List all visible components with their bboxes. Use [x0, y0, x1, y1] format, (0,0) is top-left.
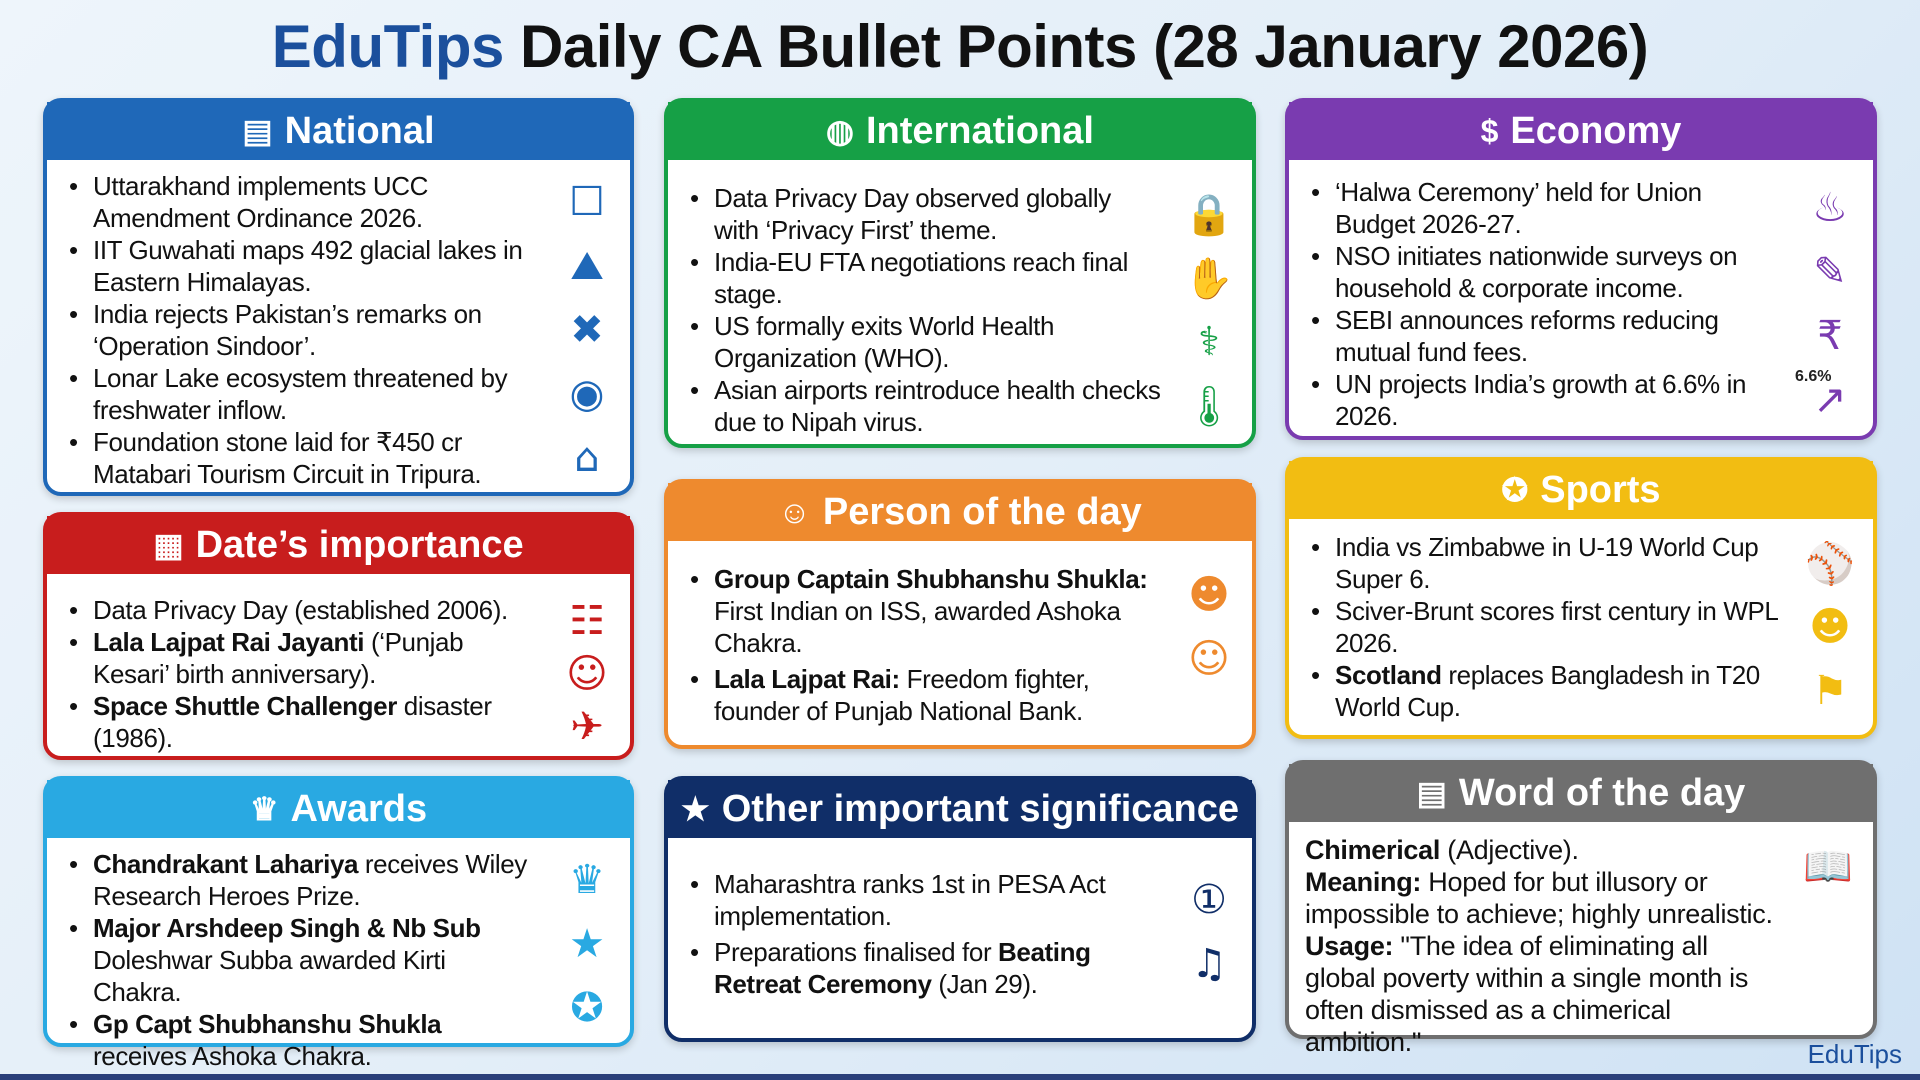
list-item	[688, 374, 1162, 438]
international-header	[668, 102, 1252, 160]
other-panel	[664, 776, 1256, 1042]
other-body	[668, 838, 1252, 1000]
cricketer-icon: ☻	[1809, 604, 1851, 650]
date-panel	[43, 512, 634, 760]
usage-label: Usage:	[1305, 931, 1394, 961]
list-item	[67, 234, 540, 298]
date-header	[47, 516, 630, 574]
item-text: Maharashtra ranks 1st in PESA Act implementation.	[714, 869, 1106, 931]
national-body	[47, 160, 630, 490]
person-body	[668, 541, 1252, 727]
survey-clipboard-icon: ✎	[1813, 249, 1847, 295]
list-item	[1309, 240, 1783, 304]
list-item	[67, 170, 540, 234]
list-item	[1309, 659, 1783, 723]
word-title: Word of the day	[1458, 771, 1746, 814]
item-text: Uttarakhand implements UCC Amendment Ordinance 2026.	[93, 171, 428, 233]
lock-globe-icon: 🔒	[1184, 191, 1234, 238]
date-body	[47, 574, 630, 754]
item-text: Preparations finalised for	[714, 937, 999, 967]
ballot-box-icon: ☐	[569, 179, 605, 225]
list-item	[67, 848, 540, 912]
meaning-label: Meaning:	[1305, 867, 1422, 897]
list-item	[688, 868, 1162, 932]
book-dream-icon: 📖	[1803, 843, 1853, 890]
national-icons	[556, 170, 618, 490]
handshake-icon: ✋	[1184, 255, 1234, 302]
economy-panel	[1285, 98, 1877, 440]
calendar-lock-icon: ☷	[569, 597, 605, 644]
sports-header	[1289, 461, 1873, 519]
list-item	[67, 594, 540, 626]
usage-line	[1305, 930, 1783, 1058]
word-pos: (Adjective).	[1440, 835, 1579, 865]
list-item	[67, 1008, 540, 1072]
item-bold: Gp Capt Shubhanshu Shukla	[93, 1009, 442, 1039]
flags-icon: ⚑	[1812, 668, 1848, 714]
person-header	[668, 483, 1252, 541]
portrait-icon: ☺	[1188, 636, 1230, 682]
economy-body	[1289, 160, 1873, 432]
national-header	[47, 102, 630, 160]
international-icons	[1178, 182, 1240, 438]
rupee-down-icon: ₹	[1817, 313, 1843, 359]
rejection-icon: ✖	[570, 307, 604, 353]
item-text: US formally exits World Health Organization (WHO).	[714, 311, 1055, 373]
item-bold: Major Arshdeep Singh & Nb Sub	[93, 913, 481, 943]
list-item	[67, 912, 540, 1008]
international-body	[668, 160, 1252, 438]
people-icon: ☺	[778, 493, 811, 530]
lake-icon: ◉	[569, 371, 605, 417]
item-text: NSO initiates nationwide surveys on household & corporate income.	[1335, 241, 1738, 303]
date-title: Date’s importance	[195, 523, 524, 566]
item-text: Foundation stone laid for ₹450 cr Matabari Tourism Circuit in Tripura.	[93, 427, 482, 489]
other-header	[668, 780, 1252, 838]
globe-icon: ◍	[826, 113, 854, 149]
item-bold: Space Shuttle Challenger	[93, 691, 397, 721]
trophy-icon: ♛	[249, 791, 279, 827]
awards-header	[47, 780, 630, 838]
word-term: Chimerical	[1305, 835, 1441, 865]
cricket-bat-icon: ⚾	[1805, 540, 1855, 587]
list-item	[67, 362, 540, 426]
item-text: Data Privacy Day (established 2006).	[93, 595, 508, 625]
item-text: Doleshwar Subba awarded Kirti Chakra.	[93, 945, 446, 1007]
portrait-icon: ☺	[566, 650, 608, 697]
list-item	[1309, 531, 1783, 595]
list-item	[67, 626, 540, 690]
item-text: replaces Bangladesh in T20 World Cup.	[1335, 660, 1760, 722]
other-icons	[1178, 868, 1240, 996]
temple-icon: ⌂	[574, 435, 600, 481]
trophy-certificate-icon: ♛	[569, 857, 605, 903]
person-panel	[664, 479, 1256, 749]
list-item	[688, 563, 1162, 659]
person-icons	[1178, 563, 1240, 691]
list-item	[688, 246, 1162, 310]
economy-icons	[1795, 176, 1861, 432]
meaning-line	[1305, 866, 1783, 930]
growth-label: 6.6%	[1795, 368, 1832, 385]
title-text: Daily CA Bullet Points (28 January 2026)	[520, 13, 1649, 80]
item-bold: Lala Lajpat Rai Jayanti	[93, 627, 365, 657]
thermometer-virus-icon: 🌡	[1183, 383, 1235, 430]
item-text: receives Ashoka Chakra.	[93, 1041, 372, 1071]
date-icons	[556, 594, 618, 754]
item-text: (‘Punjab Kesari’ birth anniversary).	[93, 627, 464, 689]
item-text: receives Wiley Research Heroes Prize.	[93, 849, 527, 911]
item-text: SEBI announces reforms reducing mutual fund fees.	[1335, 305, 1719, 367]
item-text: India rejects Pakistan’s remarks on ‘Operation Sindoor’.	[93, 299, 482, 361]
item-bold: Scotland	[1335, 660, 1442, 690]
growth-arrow-icon: ↗ 6.6%	[1795, 368, 1847, 423]
item-text: Data Privacy Day observed globally with ‘Privacy First’ theme.	[714, 183, 1111, 245]
word-header	[1289, 764, 1873, 822]
other-title: Other important significance	[721, 787, 1239, 830]
mountain-lake-icon: ⛰	[570, 243, 604, 289]
item-text: Asian airports reintroduce health checks due to Nipah virus.	[714, 375, 1161, 437]
india-flag-icon: ▤	[242, 113, 273, 149]
awards-panel	[43, 776, 634, 1071]
list-item	[1309, 304, 1783, 368]
list-item	[688, 936, 1162, 1000]
item-text: Freedom fighter, founder of Punjab National Bank.	[714, 664, 1090, 726]
list-item	[67, 426, 540, 490]
list-item	[67, 298, 540, 362]
brand-name: EduTips	[271, 13, 504, 80]
item-text: disaster (1986).	[93, 691, 492, 753]
usage-text: "The idea of eliminating all global poverty within a single month is often dismissed as a chimerical ambition."	[1305, 931, 1749, 1057]
list-item	[688, 310, 1162, 374]
books-icon: ▤	[1416, 775, 1447, 811]
item-text: India vs Zimbabwe in U-19 World Cup Super 6.	[1335, 532, 1759, 594]
calendar-icon: ▦	[153, 527, 184, 563]
sports-icons	[1799, 531, 1861, 723]
awards-icons	[556, 848, 618, 1040]
item-text: UN projects India’s growth at 6.6% in 2026.	[1335, 369, 1747, 431]
list-item	[688, 182, 1162, 246]
list-item	[1309, 176, 1783, 240]
item-bold: Lala Lajpat Rai:	[714, 664, 900, 694]
cooking-pot-icon: ♨	[1812, 185, 1848, 231]
economy-title: Economy	[1510, 109, 1682, 152]
list-item	[67, 690, 540, 754]
item-text: India-EU FTA negotiations reach final stage.	[714, 247, 1128, 309]
international-title: International	[865, 109, 1094, 152]
space-shuttle-icon: ✈	[570, 704, 604, 751]
chakra-medal-icon: ✪	[570, 985, 604, 1031]
star-icon: ★	[681, 791, 710, 827]
awards-body	[47, 838, 630, 1072]
bottom-bar	[0, 1074, 1920, 1080]
item-text: ‘Halwa Ceremony’ held for Union Budget 2026-27.	[1335, 177, 1702, 239]
international-panel	[664, 98, 1256, 448]
page-title	[0, 12, 1920, 81]
item-text: IIT Guwahati maps 492 glacial lakes in Eastern Himalayas.	[93, 235, 523, 297]
star-medal-icon: ★	[569, 921, 605, 967]
person-title: Person of the day	[822, 490, 1142, 533]
first-medal-icon: ①	[1191, 877, 1227, 923]
national-title: National	[284, 109, 435, 152]
drummer-icon: ♫	[1191, 941, 1227, 987]
item-text: Sciver-Brunt scores first century in WPL 2026.	[1335, 596, 1778, 658]
footer-brand: EduTips	[1807, 1039, 1902, 1069]
list-item	[688, 663, 1162, 727]
item-text: First Indian on ISS, awarded Ashoka Chakra.	[714, 596, 1121, 658]
meaning-text: Hoped for but illusory or impossible to achieve; highly unrealistic.	[1305, 867, 1773, 929]
word-line	[1305, 834, 1783, 866]
list-item	[1309, 368, 1783, 432]
word-body	[1289, 822, 1873, 1058]
item-bold: Group Captain Shubhanshu Shukla:	[714, 564, 1148, 594]
astronaut-icon: ☻	[1188, 572, 1230, 618]
word-panel	[1285, 760, 1877, 1057]
awards-title: Awards	[290, 787, 428, 830]
list-item	[1309, 595, 1783, 659]
sports-panel	[1285, 457, 1877, 739]
sports-body	[1289, 519, 1873, 723]
sports-title: Sports	[1540, 468, 1661, 511]
item-text: (Jan 29).	[931, 969, 1038, 999]
item-bold: Beating Retreat Ceremony	[714, 937, 1091, 999]
medal-icon: ✪	[1501, 472, 1529, 508]
who-exit-icon: ⚕	[1198, 319, 1220, 365]
item-text: Lonar Lake ecosystem threatened by freshwater inflow.	[93, 363, 508, 425]
economy-header	[1289, 102, 1873, 160]
item-bold: Chandrakant Lahariya	[93, 849, 359, 879]
money-bag-icon: $	[1480, 112, 1499, 149]
national-panel	[43, 98, 634, 496]
